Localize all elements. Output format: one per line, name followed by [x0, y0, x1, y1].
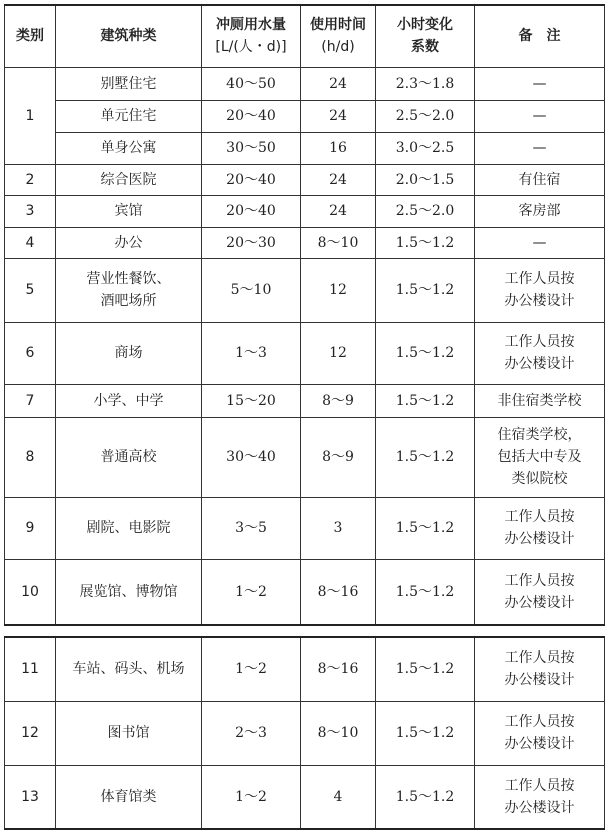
- factor-cell: 1.5～1.2: [376, 258, 475, 322]
- water-cell: 1～2: [202, 765, 301, 829]
- header-hourly-factor-line2: 系数: [411, 39, 439, 56]
- note-line: 类似院校: [511, 471, 568, 487]
- table-row: [5, 637, 605, 701]
- building-type-cell: 单身公寓: [56, 132, 202, 164]
- time-cell: 8～9: [301, 417, 376, 497]
- building-type-line: 酒吧场所: [100, 293, 157, 309]
- water-cell: 3～5: [202, 497, 301, 559]
- building-type-line: 营业性餐饮、: [86, 271, 171, 287]
- note-line: 包括大中专及: [497, 449, 582, 465]
- category-cell: 5: [5, 258, 56, 322]
- category-cell: 9: [5, 497, 56, 559]
- building-type-cell: 展览馆、博物馆: [56, 559, 202, 625]
- time-cell: 24: [301, 100, 376, 132]
- category-cell: 11: [5, 637, 56, 701]
- building-type-cell: 图书馆: [56, 701, 202, 765]
- note-cell: 客房部: [475, 195, 605, 227]
- factor-cell: 1.5～1.2: [376, 227, 475, 258]
- category-cell: 3: [5, 195, 56, 227]
- factor-cell: 1.5～1.2: [376, 559, 475, 625]
- note-cell: —: [475, 100, 605, 132]
- note-line: 工作人员按: [504, 714, 575, 730]
- factor-cell: 2.0～1.5: [376, 164, 475, 195]
- note-cell: [475, 701, 605, 765]
- water-cell: 40～50: [202, 67, 301, 100]
- building-type-cell: 车站、码头、机场: [56, 637, 202, 701]
- water-cell: 20～40: [202, 164, 301, 195]
- water-cell: 20～40: [202, 195, 301, 227]
- water-cell: 1～2: [202, 637, 301, 701]
- building-type-cell: 体育馆类: [56, 765, 202, 829]
- category-cell: 12: [5, 701, 56, 765]
- note-cell: 非住宿类学校: [475, 384, 605, 417]
- factor-cell: 1.5～1.2: [376, 417, 475, 497]
- header-hourly-factor-line1: 小时变化: [397, 17, 453, 34]
- factor-cell: 2.3～1.8: [376, 67, 475, 100]
- note-line: 办公楼设计: [504, 672, 575, 689]
- table-row: [5, 195, 605, 227]
- building-type-cell: 别墅住宅: [56, 67, 202, 100]
- table-row: [5, 322, 605, 384]
- header-row: [5, 5, 605, 67]
- header-remark: 备 注: [475, 5, 605, 67]
- table-row: [5, 559, 605, 625]
- note-cell: —: [475, 132, 605, 164]
- building-type-cell: 普通高校: [56, 417, 202, 497]
- time-cell: 24: [301, 164, 376, 195]
- header-usage-time: [301, 5, 376, 67]
- water-usage-table-part1: [4, 4, 605, 626]
- note-cell: [475, 417, 605, 497]
- building-type-cell: 剧院、电影院: [56, 497, 202, 559]
- table-row: [5, 701, 605, 765]
- factor-cell: 1.5～1.2: [376, 322, 475, 384]
- note-cell: [475, 497, 605, 559]
- table-row: [5, 132, 605, 164]
- category-cell: 1: [5, 67, 56, 164]
- water-cell: 15～20: [202, 384, 301, 417]
- time-cell: 8～16: [301, 637, 376, 701]
- header-flush-water: [202, 5, 301, 67]
- note-cell: 有住宿: [475, 164, 605, 195]
- building-type-cell: 综合医院: [56, 164, 202, 195]
- table-row: [5, 258, 605, 322]
- note-line: 工作人员按: [504, 271, 575, 287]
- table-row: [5, 100, 605, 132]
- factor-cell: 1.5～1.2: [376, 497, 475, 559]
- time-cell: 8～9: [301, 384, 376, 417]
- note-line: 工作人员按: [504, 572, 575, 589]
- note-line: 办公楼设计: [504, 594, 575, 611]
- header-hourly-factor: [376, 5, 475, 67]
- note-cell: [475, 322, 605, 384]
- note-line: 办公楼设计: [504, 736, 575, 752]
- building-type-cell: 商场: [56, 322, 202, 384]
- time-cell: 3: [301, 497, 376, 559]
- note-line: 办公楼设计: [504, 531, 575, 547]
- category-cell: 10: [5, 559, 56, 625]
- water-cell: 30～40: [202, 417, 301, 497]
- water-cell: 5～10: [202, 258, 301, 322]
- building-type-cell: 单元住宅: [56, 100, 202, 132]
- note-line: 工作人员按: [504, 777, 575, 794]
- header-building-type: 建筑种类: [56, 5, 202, 67]
- time-cell: 8～10: [301, 227, 376, 258]
- note-line: 工作人员按: [504, 334, 575, 350]
- header-flush-water-line2: [L/(人・d)]: [215, 39, 287, 56]
- time-cell: 12: [301, 322, 376, 384]
- header-category: 类别: [5, 5, 56, 67]
- factor-cell: 1.5～1.2: [376, 384, 475, 417]
- note-line: 工作人员按: [504, 650, 575, 667]
- note-cell: [475, 258, 605, 322]
- note-cell: [475, 637, 605, 701]
- note-cell: [475, 765, 605, 829]
- time-cell: 8～10: [301, 701, 376, 765]
- table-row: [5, 384, 605, 417]
- header-flush-water-line1: 冲厕用水量: [216, 17, 286, 34]
- building-type-cell: 办公: [56, 227, 202, 258]
- table-row: [5, 417, 605, 497]
- water-cell: 20～30: [202, 227, 301, 258]
- category-cell: 8: [5, 417, 56, 497]
- table-row: [5, 765, 605, 829]
- time-cell: 24: [301, 67, 376, 100]
- factor-cell: 1.5～1.2: [376, 701, 475, 765]
- note-cell: [475, 559, 605, 625]
- table-row: [5, 497, 605, 559]
- factor-cell: 2.5～2.0: [376, 195, 475, 227]
- category-cell: 6: [5, 322, 56, 384]
- note-line: 住宿类学校，: [497, 427, 582, 443]
- note-line: 办公楼设计: [504, 799, 575, 816]
- building-type-cell: [56, 258, 202, 322]
- water-usage-table-part2: [4, 636, 605, 830]
- building-type-cell: 宾馆: [56, 195, 202, 227]
- note-line: 工作人员按: [504, 509, 575, 525]
- factor-cell: 2.5～2.0: [376, 100, 475, 132]
- table-row: [5, 164, 605, 195]
- note-line: 办公楼设计: [504, 356, 575, 372]
- water-cell: 30～50: [202, 132, 301, 164]
- factor-cell: 1.5～1.2: [376, 765, 475, 829]
- water-cell: 1～2: [202, 559, 301, 625]
- water-cell: 20～40: [202, 100, 301, 132]
- header-usage-time-line1: 使用时间: [310, 17, 366, 34]
- time-cell: 24: [301, 195, 376, 227]
- table-row: [5, 227, 605, 258]
- category-cell: 7: [5, 384, 56, 417]
- water-cell: 1～3: [202, 322, 301, 384]
- time-cell: 8～16: [301, 559, 376, 625]
- note-line: 办公楼设计: [504, 293, 575, 309]
- time-cell: 16: [301, 132, 376, 164]
- category-cell: 4: [5, 227, 56, 258]
- factor-cell: 1.5～1.2: [376, 637, 475, 701]
- water-cell: 2～3: [202, 701, 301, 765]
- category-cell: 13: [5, 765, 56, 829]
- note-cell: —: [475, 227, 605, 258]
- note-cell: —: [475, 67, 605, 100]
- time-cell: 4: [301, 765, 376, 829]
- header-usage-time-line2: (h/d): [321, 39, 355, 56]
- category-cell: 2: [5, 164, 56, 195]
- table-row: [5, 67, 605, 100]
- building-type-cell: 小学、中学: [56, 384, 202, 417]
- time-cell: 12: [301, 258, 376, 322]
- factor-cell: 3.0～2.5: [376, 132, 475, 164]
